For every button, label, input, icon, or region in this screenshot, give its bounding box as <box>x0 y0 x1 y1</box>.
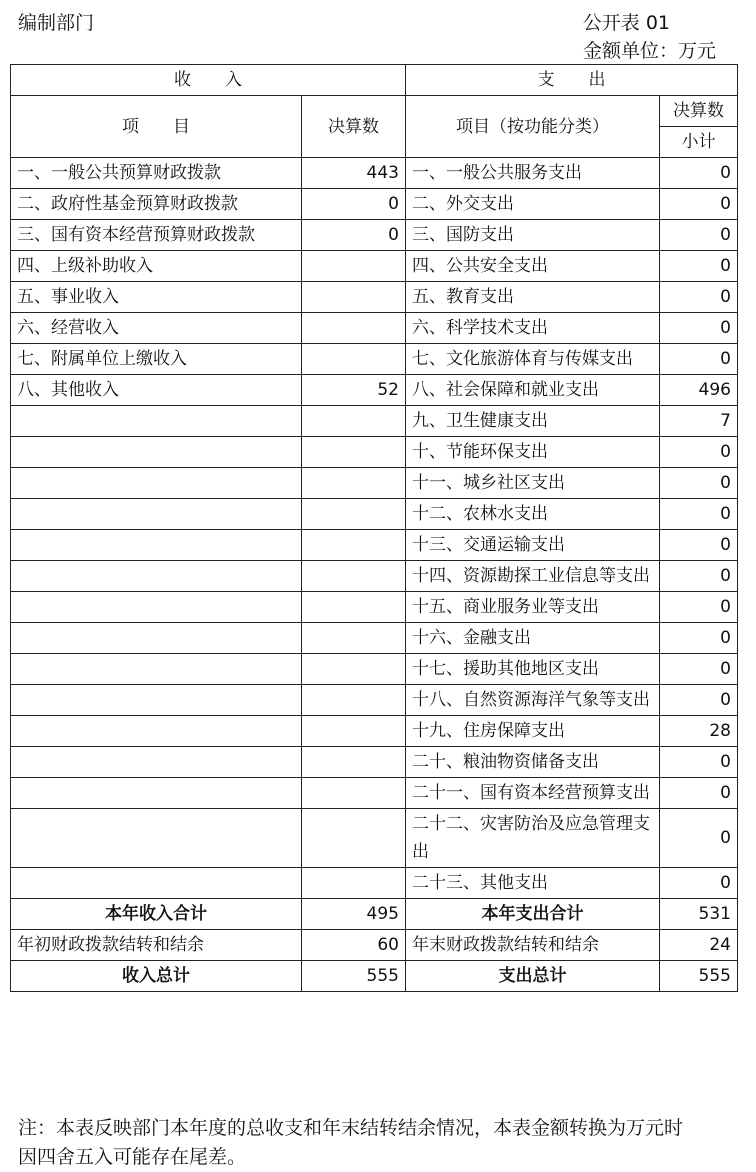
table-row <box>11 406 738 437</box>
income-item-cell: 二、政府性基金预算财政拨款 <box>11 189 302 220</box>
table-row <box>11 375 738 406</box>
income-value-cell <box>302 406 406 437</box>
income-value-cell: 52 <box>302 375 406 406</box>
col-header-subtotal: 小计 <box>660 127 738 158</box>
income-item-cell: 年初财政拨款结转和结余 <box>11 930 302 961</box>
table-row <box>11 220 738 251</box>
income-item-cell <box>11 747 302 778</box>
income-value-cell <box>302 282 406 313</box>
income-item-cell: 收入总计 <box>11 961 302 992</box>
income-item-cell: 八、其他收入 <box>11 375 302 406</box>
expense-item-cell: 七、文化旅游体育与传媒支出 <box>406 344 660 375</box>
income-value-cell <box>302 313 406 344</box>
total-row <box>11 961 738 992</box>
expense-value-cell: 0 <box>660 344 738 375</box>
expense-item-cell: 十四、资源勘探工业信息等支出 <box>406 561 660 592</box>
expense-item-cell: 支出总计 <box>406 961 660 992</box>
footnote-line-1: 注：本表反映部门本年度的总收支和年末结转结余情况，本表金额转换为万元时 <box>18 1117 684 1139</box>
expense-value-cell: 24 <box>660 930 738 961</box>
expense-item-cell: 九、卫生健康支出 <box>406 406 660 437</box>
table-row <box>11 468 738 499</box>
expense-item-cell: 十八、自然资源海洋气象等支出 <box>406 685 660 716</box>
income-value-cell <box>302 685 406 716</box>
expense-item-cell: 八、社会保障和就业支出 <box>406 375 660 406</box>
expense-value-cell: 0 <box>660 561 738 592</box>
expense-value-cell: 0 <box>660 778 738 809</box>
income-value-cell <box>302 344 406 375</box>
form-number: 公开表 01 <box>582 12 670 34</box>
expense-value-cell: 0 <box>660 868 738 899</box>
income-value-cell: 0 <box>302 189 406 220</box>
expense-value-cell: 0 <box>660 747 738 778</box>
expense-item-cell: 十一、城乡社区支出 <box>406 468 660 499</box>
income-section-title: 收 入 <box>11 65 406 96</box>
income-item-cell: 本年收入合计 <box>11 899 302 930</box>
income-value-cell <box>302 778 406 809</box>
col-header-item-function: 项目（按功能分类） <box>406 96 660 158</box>
table-row <box>11 592 738 623</box>
income-value-cell <box>302 499 406 530</box>
expense-item-cell: 本年支出合计 <box>406 899 660 930</box>
table-row <box>11 809 738 868</box>
expense-item-cell: 十二、农林水支出 <box>406 499 660 530</box>
table-row <box>11 437 738 468</box>
expense-value-cell: 0 <box>660 313 738 344</box>
income-value-cell <box>302 468 406 499</box>
expense-section-title: 支 出 <box>406 65 738 96</box>
income-value-cell: 443 <box>302 158 406 189</box>
income-value-cell <box>302 747 406 778</box>
income-value-cell <box>302 530 406 561</box>
income-item-cell <box>11 868 302 899</box>
expense-item-cell: 十九、住房保障支出 <box>406 716 660 747</box>
expense-value-cell: 555 <box>660 961 738 992</box>
income-item-cell <box>11 530 302 561</box>
table-row <box>11 158 738 189</box>
income-item-cell: 五、事业收入 <box>11 282 302 313</box>
table-row <box>11 561 738 592</box>
expense-item-cell: 十三、交通运输支出 <box>406 530 660 561</box>
table-row <box>11 251 738 282</box>
expense-value-cell: 0 <box>660 654 738 685</box>
income-value-cell <box>302 592 406 623</box>
table-row <box>11 654 738 685</box>
expense-value-cell: 0 <box>660 189 738 220</box>
expense-item-cell: 十六、金融支出 <box>406 623 660 654</box>
income-value-cell <box>302 623 406 654</box>
expense-value-cell: 0 <box>660 499 738 530</box>
expense-value-cell: 0 <box>660 809 738 868</box>
amount-unit: 金额单位：万元 <box>582 40 716 62</box>
final-accounts-table <box>10 64 738 992</box>
expense-value-cell: 28 <box>660 716 738 747</box>
income-value-cell <box>302 654 406 685</box>
col-header-amount2: 决算数 <box>660 96 738 127</box>
income-value-cell: 60 <box>302 930 406 961</box>
income-value-cell: 0 <box>302 220 406 251</box>
income-item-cell <box>11 778 302 809</box>
income-value-cell <box>302 561 406 592</box>
table-row <box>11 189 738 220</box>
expense-item-cell: 十、节能环保支出 <box>406 437 660 468</box>
income-value-cell: 495 <box>302 899 406 930</box>
income-item-cell <box>11 406 302 437</box>
income-item-cell: 一、一般公共预算财政拨款 <box>11 158 302 189</box>
expense-value-cell: 0 <box>660 623 738 654</box>
expense-item-cell: 六、科学技术支出 <box>406 313 660 344</box>
footnote-line-2: 因四舍五入可能存在尾差。 <box>18 1146 247 1168</box>
income-item-cell: 三、国有资本经营预算财政拨款 <box>11 220 302 251</box>
income-item-cell <box>11 685 302 716</box>
income-value-cell <box>302 251 406 282</box>
income-value-cell: 555 <box>302 961 406 992</box>
income-item-cell <box>11 716 302 747</box>
income-item-cell: 四、上级补助收入 <box>11 251 302 282</box>
income-item-cell <box>11 654 302 685</box>
table-row <box>11 282 738 313</box>
total-row <box>11 930 738 961</box>
table-row <box>11 530 738 561</box>
expense-value-cell: 0 <box>660 468 738 499</box>
table-row <box>11 499 738 530</box>
table-row <box>11 344 738 375</box>
header-org: 编制部门 <box>18 12 95 34</box>
table-row <box>11 623 738 654</box>
income-item-cell: 六、经营收入 <box>11 313 302 344</box>
table-row <box>11 716 738 747</box>
table-row <box>11 313 738 344</box>
income-value-cell <box>302 868 406 899</box>
expense-item-cell: 一、一般公共服务支出 <box>406 158 660 189</box>
expense-value-cell: 0 <box>660 437 738 468</box>
expense-value-cell: 0 <box>660 282 738 313</box>
expense-value-cell: 531 <box>660 899 738 930</box>
income-item-cell <box>11 499 302 530</box>
income-item-cell <box>11 561 302 592</box>
table-row <box>11 868 738 899</box>
col-header-amount: 决算数 <box>302 96 406 158</box>
income-value-cell <box>302 437 406 468</box>
expense-item-cell: 二十二、灾害防治及应急管理支出 <box>406 809 660 868</box>
expense-value-cell: 0 <box>660 251 738 282</box>
expense-value-cell: 0 <box>660 220 738 251</box>
expense-value-cell: 7 <box>660 406 738 437</box>
income-item-cell <box>11 809 302 868</box>
income-item-cell <box>11 437 302 468</box>
footnote <box>18 1114 756 1172</box>
expense-item-cell: 十五、商业服务业等支出 <box>406 592 660 623</box>
expense-item-cell: 年末财政拨款结转和结余 <box>406 930 660 961</box>
expense-item-cell: 十七、援助其他地区支出 <box>406 654 660 685</box>
expense-item-cell: 五、教育支出 <box>406 282 660 313</box>
table-row <box>11 778 738 809</box>
expense-value-cell: 0 <box>660 592 738 623</box>
income-value-cell <box>302 716 406 747</box>
col-header-item: 项 目 <box>11 96 302 158</box>
income-item-cell <box>11 623 302 654</box>
income-item-cell: 七、附属单位上缴收入 <box>11 344 302 375</box>
expense-value-cell: 0 <box>660 685 738 716</box>
expense-value-cell: 496 <box>660 375 738 406</box>
expense-item-cell: 二十、粮油物资储备支出 <box>406 747 660 778</box>
table-row <box>11 685 738 716</box>
expense-item-cell: 二十一、国有资本经营预算支出 <box>406 778 660 809</box>
expense-value-cell: 0 <box>660 530 738 561</box>
income-item-cell <box>11 468 302 499</box>
total-row <box>11 899 738 930</box>
income-value-cell <box>302 809 406 868</box>
section-header-row <box>11 65 738 96</box>
column-header-row-1 <box>11 96 738 127</box>
expense-item-cell: 二、外交支出 <box>406 189 660 220</box>
expense-value-cell: 0 <box>660 158 738 189</box>
table-row <box>11 747 738 778</box>
income-item-cell <box>11 592 302 623</box>
expense-item-cell: 二十三、其他支出 <box>406 868 660 899</box>
expense-item-cell: 三、国防支出 <box>406 220 660 251</box>
expense-item-cell: 四、公共安全支出 <box>406 251 660 282</box>
